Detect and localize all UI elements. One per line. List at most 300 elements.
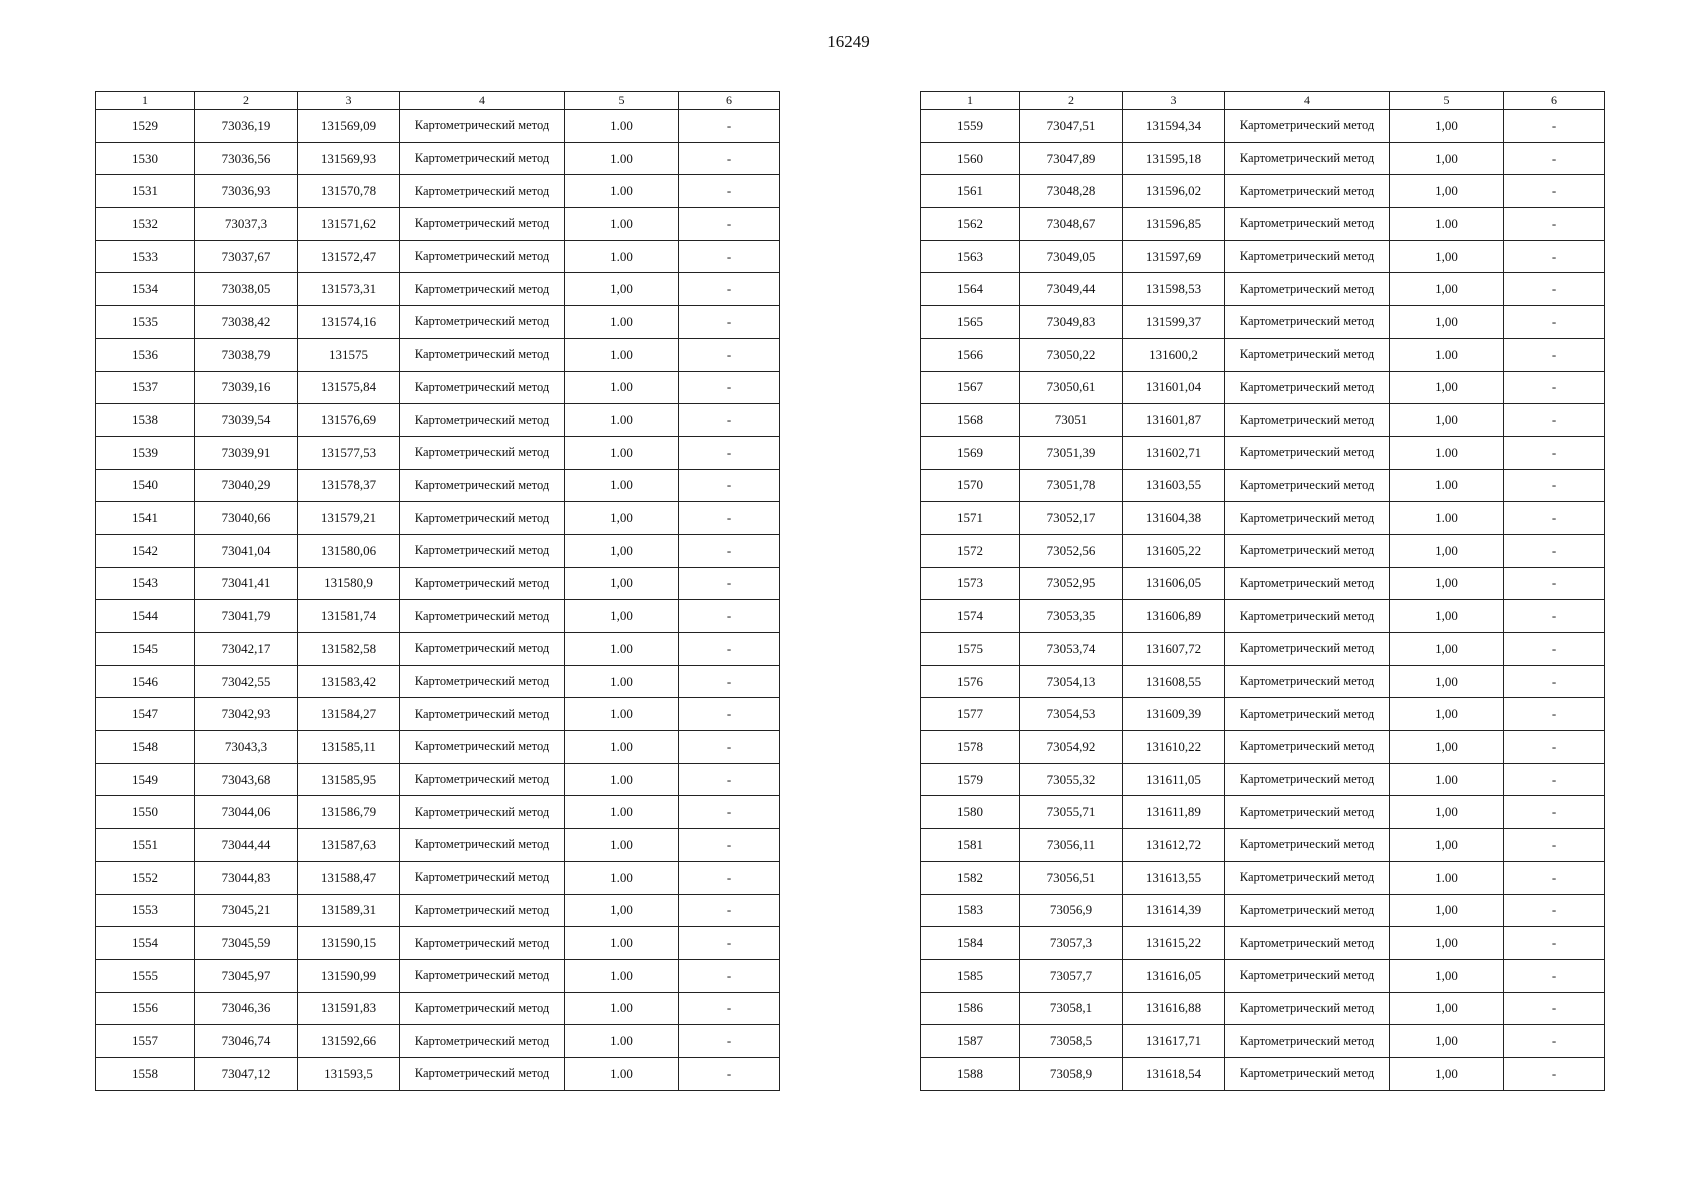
x-coordinate-cell: 73056,9	[1020, 894, 1123, 927]
method-cell: Картометрический метод	[400, 1057, 565, 1090]
point-number-cell: 1542	[96, 534, 195, 567]
y-coordinate-cell: 131575,84	[298, 371, 400, 404]
x-coordinate-cell: 73055,71	[1020, 796, 1123, 829]
method-cell: Картометрический метод	[1225, 927, 1390, 960]
x-coordinate-cell: 73050,61	[1020, 371, 1123, 404]
method-cell: Картометрический метод	[1225, 371, 1390, 404]
accuracy-cell: 1,00	[1390, 731, 1504, 764]
point-number-cell: 1547	[96, 698, 195, 731]
table-row	[96, 1025, 780, 1058]
note-cell: -	[1504, 534, 1605, 567]
table-row	[96, 338, 780, 371]
table-row	[921, 633, 1605, 666]
point-number-cell: 1579	[921, 763, 1020, 796]
note-cell: -	[679, 469, 780, 502]
y-coordinate-cell: 131573,31	[298, 273, 400, 306]
y-coordinate-cell: 131618,54	[1123, 1057, 1225, 1090]
table-row	[96, 959, 780, 992]
method-cell: Картометрический метод	[1225, 665, 1390, 698]
accuracy-cell: 1,00	[1390, 1025, 1504, 1058]
y-coordinate-cell: 131583,42	[298, 665, 400, 698]
table-row	[921, 567, 1605, 600]
y-coordinate-cell: 131571,62	[298, 208, 400, 241]
x-coordinate-cell: 73046,36	[195, 992, 298, 1025]
accuracy-cell: 1.00	[565, 861, 679, 894]
table-row	[921, 306, 1605, 339]
x-coordinate-cell: 73051	[1020, 404, 1123, 437]
accuracy-cell: 1.00	[565, 731, 679, 764]
accuracy-cell: 1.00	[565, 1057, 679, 1090]
y-coordinate-cell: 131588,47	[298, 861, 400, 894]
method-cell: Картометрический метод	[400, 142, 565, 175]
y-coordinate-cell: 131570,78	[298, 175, 400, 208]
method-cell: Картометрический метод	[1225, 1057, 1390, 1090]
point-number-cell: 1535	[96, 306, 195, 339]
y-coordinate-cell: 131569,93	[298, 142, 400, 175]
y-coordinate-cell: 131586,79	[298, 796, 400, 829]
accuracy-cell: 1,00	[565, 894, 679, 927]
table-row	[921, 273, 1605, 306]
accuracy-cell: 1.00	[1390, 338, 1504, 371]
x-coordinate-cell: 73036,56	[195, 142, 298, 175]
y-coordinate-cell: 131597,69	[1123, 240, 1225, 273]
accuracy-cell: 1.00	[565, 404, 679, 437]
accuracy-cell: 1,00	[565, 502, 679, 535]
x-coordinate-cell: 73056,11	[1020, 829, 1123, 862]
accuracy-cell: 1,00	[1390, 404, 1504, 437]
table-row	[96, 469, 780, 502]
point-number-cell: 1572	[921, 534, 1020, 567]
x-coordinate-cell: 73054,13	[1020, 665, 1123, 698]
note-cell: -	[1504, 796, 1605, 829]
note-cell: -	[679, 959, 780, 992]
note-cell: -	[1504, 110, 1605, 143]
method-cell: Картометрический метод	[400, 1025, 565, 1058]
table-row	[96, 894, 780, 927]
accuracy-cell: 1.00	[565, 208, 679, 241]
accuracy-cell: 1.00	[1390, 208, 1504, 241]
point-number-cell: 1532	[96, 208, 195, 241]
point-number-cell: 1576	[921, 665, 1020, 698]
x-coordinate-cell: 73041,41	[195, 567, 298, 600]
point-number-cell: 1584	[921, 927, 1020, 960]
method-cell: Картометрический метод	[400, 273, 565, 306]
accuracy-cell: 1.00	[1390, 502, 1504, 535]
x-coordinate-cell: 73047,12	[195, 1057, 298, 1090]
accuracy-cell: 1,00	[1390, 927, 1504, 960]
y-coordinate-cell: 131591,83	[298, 992, 400, 1025]
point-number-cell: 1543	[96, 567, 195, 600]
note-cell: -	[1504, 567, 1605, 600]
y-coordinate-cell: 131592,66	[298, 1025, 400, 1058]
point-number-cell: 1534	[96, 273, 195, 306]
table-row	[921, 142, 1605, 175]
table-row	[921, 469, 1605, 502]
note-cell: -	[1504, 698, 1605, 731]
method-cell: Картометрический метод	[400, 927, 565, 960]
note-cell: -	[679, 763, 780, 796]
note-cell: -	[679, 208, 780, 241]
method-cell: Картометрический метод	[400, 796, 565, 829]
method-cell: Картометрический метод	[400, 633, 565, 666]
x-coordinate-cell: 73037,67	[195, 240, 298, 273]
note-cell: -	[1504, 208, 1605, 241]
column-header-6: 6	[679, 92, 780, 110]
x-coordinate-cell: 73052,95	[1020, 567, 1123, 600]
x-coordinate-cell: 73057,7	[1020, 959, 1123, 992]
table-row	[96, 796, 780, 829]
x-coordinate-cell: 73045,21	[195, 894, 298, 927]
table-row	[921, 959, 1605, 992]
note-cell: -	[1504, 240, 1605, 273]
note-cell: -	[679, 992, 780, 1025]
table-row	[921, 600, 1605, 633]
column-header-4: 4	[1225, 92, 1390, 110]
method-cell: Картометрический метод	[400, 306, 565, 339]
table-row	[96, 502, 780, 535]
accuracy-cell: 1.00	[565, 338, 679, 371]
accuracy-cell: 1,00	[1390, 240, 1504, 273]
accuracy-cell: 1,00	[1390, 829, 1504, 862]
accuracy-cell: 1.00	[565, 763, 679, 796]
note-cell: -	[679, 894, 780, 927]
point-number-cell: 1562	[921, 208, 1020, 241]
column-header-5: 5	[565, 92, 679, 110]
x-coordinate-cell: 73052,56	[1020, 534, 1123, 567]
note-cell: -	[679, 665, 780, 698]
column-header-4: 4	[400, 92, 565, 110]
x-coordinate-cell: 73044,44	[195, 829, 298, 862]
accuracy-cell: 1,00	[1390, 796, 1504, 829]
method-cell: Картометрический метод	[400, 534, 565, 567]
x-coordinate-cell: 73038,42	[195, 306, 298, 339]
table-row	[921, 1025, 1605, 1058]
point-number-cell: 1557	[96, 1025, 195, 1058]
y-coordinate-cell: 131590,99	[298, 959, 400, 992]
note-cell: -	[1504, 763, 1605, 796]
y-coordinate-cell: 131575	[298, 338, 400, 371]
method-cell: Картометрический метод	[1225, 731, 1390, 764]
x-coordinate-cell: 73039,54	[195, 404, 298, 437]
y-coordinate-cell: 131576,69	[298, 404, 400, 437]
note-cell: -	[679, 371, 780, 404]
accuracy-cell: 1.00	[565, 142, 679, 175]
point-number-cell: 1544	[96, 600, 195, 633]
table-row	[96, 208, 780, 241]
x-coordinate-cell: 73046,74	[195, 1025, 298, 1058]
accuracy-cell: 1.00	[565, 306, 679, 339]
accuracy-cell: 1.00	[565, 1025, 679, 1058]
method-cell: Картометрический метод	[400, 698, 565, 731]
y-coordinate-cell: 131617,71	[1123, 1025, 1225, 1058]
accuracy-cell: 1.00	[565, 959, 679, 992]
point-number-cell: 1561	[921, 175, 1020, 208]
note-cell: -	[679, 567, 780, 600]
table-row	[921, 763, 1605, 796]
x-coordinate-cell: 73041,04	[195, 534, 298, 567]
accuracy-cell: 1,00	[565, 600, 679, 633]
note-cell: -	[1504, 600, 1605, 633]
method-cell: Картометрический метод	[400, 469, 565, 502]
method-cell: Картометрический метод	[400, 175, 565, 208]
y-coordinate-cell: 131601,87	[1123, 404, 1225, 437]
y-coordinate-cell: 131585,11	[298, 731, 400, 764]
accuracy-cell: 1,00	[1390, 959, 1504, 992]
accuracy-cell: 1,00	[1390, 110, 1504, 143]
accuracy-cell: 1.00	[565, 633, 679, 666]
x-coordinate-cell: 73045,97	[195, 959, 298, 992]
point-number-cell: 1549	[96, 763, 195, 796]
table-row	[921, 110, 1605, 143]
accuracy-cell: 1,00	[1390, 600, 1504, 633]
x-coordinate-cell: 73041,79	[195, 600, 298, 633]
y-coordinate-cell: 131612,72	[1123, 829, 1225, 862]
point-number-cell: 1554	[96, 927, 195, 960]
y-coordinate-cell: 131596,85	[1123, 208, 1225, 241]
method-cell: Картометрический метод	[1225, 502, 1390, 535]
note-cell: -	[679, 338, 780, 371]
point-number-cell: 1536	[96, 338, 195, 371]
accuracy-cell: 1,00	[1390, 142, 1504, 175]
point-number-cell: 1538	[96, 404, 195, 437]
note-cell: -	[1504, 1057, 1605, 1090]
column-header-1: 1	[921, 92, 1020, 110]
note-cell: -	[679, 110, 780, 143]
coordinates-table-left	[95, 91, 780, 1091]
accuracy-cell: 1.00	[565, 110, 679, 143]
y-coordinate-cell: 131594,34	[1123, 110, 1225, 143]
page-number: 16249	[827, 32, 870, 51]
note-cell: -	[679, 927, 780, 960]
point-number-cell: 1578	[921, 731, 1020, 764]
note-cell: -	[1504, 959, 1605, 992]
accuracy-cell: 1,00	[565, 567, 679, 600]
method-cell: Картометрический метод	[400, 829, 565, 862]
table-row	[96, 404, 780, 437]
column-header-3: 3	[1123, 92, 1225, 110]
column-header-2: 2	[1020, 92, 1123, 110]
y-coordinate-cell: 131596,02	[1123, 175, 1225, 208]
x-coordinate-cell: 73038,05	[195, 273, 298, 306]
y-coordinate-cell: 131614,39	[1123, 894, 1225, 927]
accuracy-cell: 1.00	[1390, 436, 1504, 469]
column-header-1: 1	[96, 92, 195, 110]
note-cell: -	[1504, 371, 1605, 404]
accuracy-cell: 1.00	[565, 829, 679, 862]
table-row	[96, 273, 780, 306]
table-row	[921, 240, 1605, 273]
x-coordinate-cell: 73052,17	[1020, 502, 1123, 535]
table-body-right	[921, 110, 1605, 1091]
method-cell: Картометрический метод	[400, 502, 565, 535]
table-row	[921, 404, 1605, 437]
table-row	[921, 436, 1605, 469]
point-number-cell: 1560	[921, 142, 1020, 175]
accuracy-cell: 1.00	[565, 698, 679, 731]
point-number-cell: 1531	[96, 175, 195, 208]
table-row	[921, 175, 1605, 208]
note-cell: -	[679, 534, 780, 567]
point-number-cell: 1582	[921, 861, 1020, 894]
x-coordinate-cell: 73043,3	[195, 731, 298, 764]
table-row	[96, 600, 780, 633]
note-cell: -	[1504, 175, 1605, 208]
table-row	[921, 829, 1605, 862]
point-number-cell: 1571	[921, 502, 1020, 535]
point-number-cell: 1569	[921, 436, 1020, 469]
point-number-cell: 1581	[921, 829, 1020, 862]
note-cell: -	[679, 404, 780, 437]
point-number-cell: 1556	[96, 992, 195, 1025]
x-coordinate-cell: 73037,3	[195, 208, 298, 241]
table-row	[921, 796, 1605, 829]
note-cell: -	[1504, 992, 1605, 1025]
x-coordinate-cell: 73054,92	[1020, 731, 1123, 764]
y-coordinate-cell: 131601,04	[1123, 371, 1225, 404]
table-row	[96, 142, 780, 175]
y-coordinate-cell: 131606,05	[1123, 567, 1225, 600]
note-cell: -	[679, 175, 780, 208]
column-header-5: 5	[1390, 92, 1504, 110]
method-cell: Картометрический метод	[1225, 894, 1390, 927]
point-number-cell: 1533	[96, 240, 195, 273]
accuracy-cell: 1.00	[565, 240, 679, 273]
table-row	[921, 698, 1605, 731]
table-body-left	[96, 110, 780, 1091]
method-cell: Картометрический метод	[1225, 992, 1390, 1025]
point-number-cell: 1552	[96, 861, 195, 894]
accuracy-cell: 1,00	[1390, 633, 1504, 666]
note-cell: -	[1504, 273, 1605, 306]
point-number-cell: 1587	[921, 1025, 1020, 1058]
y-coordinate-cell: 131589,31	[298, 894, 400, 927]
y-coordinate-cell: 131581,74	[298, 600, 400, 633]
method-cell: Картометрический метод	[400, 208, 565, 241]
accuracy-cell: 1,00	[1390, 665, 1504, 698]
column-header-6: 6	[1504, 92, 1605, 110]
note-cell: -	[1504, 894, 1605, 927]
method-cell: Картометрический метод	[400, 600, 565, 633]
x-coordinate-cell: 73044,83	[195, 861, 298, 894]
x-coordinate-cell: 73047,89	[1020, 142, 1123, 175]
x-coordinate-cell: 73053,35	[1020, 600, 1123, 633]
y-coordinate-cell: 131616,88	[1123, 992, 1225, 1025]
column-header-3: 3	[298, 92, 400, 110]
method-cell: Картометрический метод	[400, 240, 565, 273]
accuracy-cell: 1.00	[565, 469, 679, 502]
point-number-cell: 1537	[96, 371, 195, 404]
point-number-cell: 1574	[921, 600, 1020, 633]
x-coordinate-cell: 73039,16	[195, 371, 298, 404]
y-coordinate-cell: 131600,2	[1123, 338, 1225, 371]
note-cell: -	[679, 861, 780, 894]
table-row	[921, 208, 1605, 241]
y-coordinate-cell: 131602,71	[1123, 436, 1225, 469]
accuracy-cell: 1,00	[1390, 175, 1504, 208]
method-cell: Картометрический метод	[400, 665, 565, 698]
point-number-cell: 1563	[921, 240, 1020, 273]
y-coordinate-cell: 131606,89	[1123, 600, 1225, 633]
x-coordinate-cell: 73039,91	[195, 436, 298, 469]
y-coordinate-cell: 131587,63	[298, 829, 400, 862]
method-cell: Картометрический метод	[400, 436, 565, 469]
y-coordinate-cell: 131595,18	[1123, 142, 1225, 175]
method-cell: Картометрический метод	[1225, 338, 1390, 371]
note-cell: -	[1504, 469, 1605, 502]
y-coordinate-cell: 131579,21	[298, 502, 400, 535]
table-row	[96, 240, 780, 273]
method-cell: Картометрический метод	[1225, 567, 1390, 600]
table-row	[96, 534, 780, 567]
note-cell: -	[679, 698, 780, 731]
method-cell: Картометрический метод	[400, 404, 565, 437]
table-row	[96, 371, 780, 404]
table-row	[921, 992, 1605, 1025]
accuracy-cell: 1,00	[1390, 371, 1504, 404]
method-cell: Картометрический метод	[1225, 273, 1390, 306]
accuracy-cell: 1.00	[565, 927, 679, 960]
point-number-cell: 1573	[921, 567, 1020, 600]
method-cell: Картометрический метод	[1225, 110, 1390, 143]
table-row	[96, 829, 780, 862]
method-cell: Картометрический метод	[1225, 861, 1390, 894]
point-number-cell: 1551	[96, 829, 195, 862]
x-coordinate-cell: 73054,53	[1020, 698, 1123, 731]
x-coordinate-cell: 73040,66	[195, 502, 298, 535]
y-coordinate-cell: 131574,16	[298, 306, 400, 339]
note-cell: -	[1504, 927, 1605, 960]
point-number-cell: 1553	[96, 894, 195, 927]
note-cell: -	[1504, 436, 1605, 469]
note-cell: -	[1504, 1025, 1605, 1058]
x-coordinate-cell: 73036,93	[195, 175, 298, 208]
accuracy-cell: 1,00	[1390, 992, 1504, 1025]
method-cell: Картометрический метод	[400, 567, 565, 600]
point-number-cell: 1575	[921, 633, 1020, 666]
x-coordinate-cell: 73047,51	[1020, 110, 1123, 143]
accuracy-cell: 1.00	[1390, 861, 1504, 894]
method-cell: Картометрический метод	[1225, 208, 1390, 241]
note-cell: -	[679, 1025, 780, 1058]
method-cell: Картометрический метод	[400, 110, 565, 143]
method-cell: Картометрический метод	[1225, 600, 1390, 633]
method-cell: Картометрический метод	[1225, 1025, 1390, 1058]
table-row	[96, 633, 780, 666]
point-number-cell: 1529	[96, 110, 195, 143]
method-cell: Картометрический метод	[1225, 142, 1390, 175]
method-cell: Картометрический метод	[1225, 534, 1390, 567]
y-coordinate-cell: 131580,06	[298, 534, 400, 567]
table-row	[96, 992, 780, 1025]
note-cell: -	[1504, 502, 1605, 535]
point-number-cell: 1566	[921, 338, 1020, 371]
table-row	[96, 927, 780, 960]
note-cell: -	[679, 306, 780, 339]
note-cell: -	[1504, 861, 1605, 894]
point-number-cell: 1555	[96, 959, 195, 992]
point-number-cell: 1546	[96, 665, 195, 698]
note-cell: -	[679, 1057, 780, 1090]
method-cell: Картометрический метод	[1225, 633, 1390, 666]
table-row	[921, 534, 1605, 567]
table-row	[96, 731, 780, 764]
point-number-cell: 1548	[96, 731, 195, 764]
y-coordinate-cell: 131577,53	[298, 436, 400, 469]
x-coordinate-cell: 73048,67	[1020, 208, 1123, 241]
y-coordinate-cell: 131599,37	[1123, 306, 1225, 339]
x-coordinate-cell: 73049,83	[1020, 306, 1123, 339]
method-cell: Картометрический метод	[1225, 404, 1390, 437]
